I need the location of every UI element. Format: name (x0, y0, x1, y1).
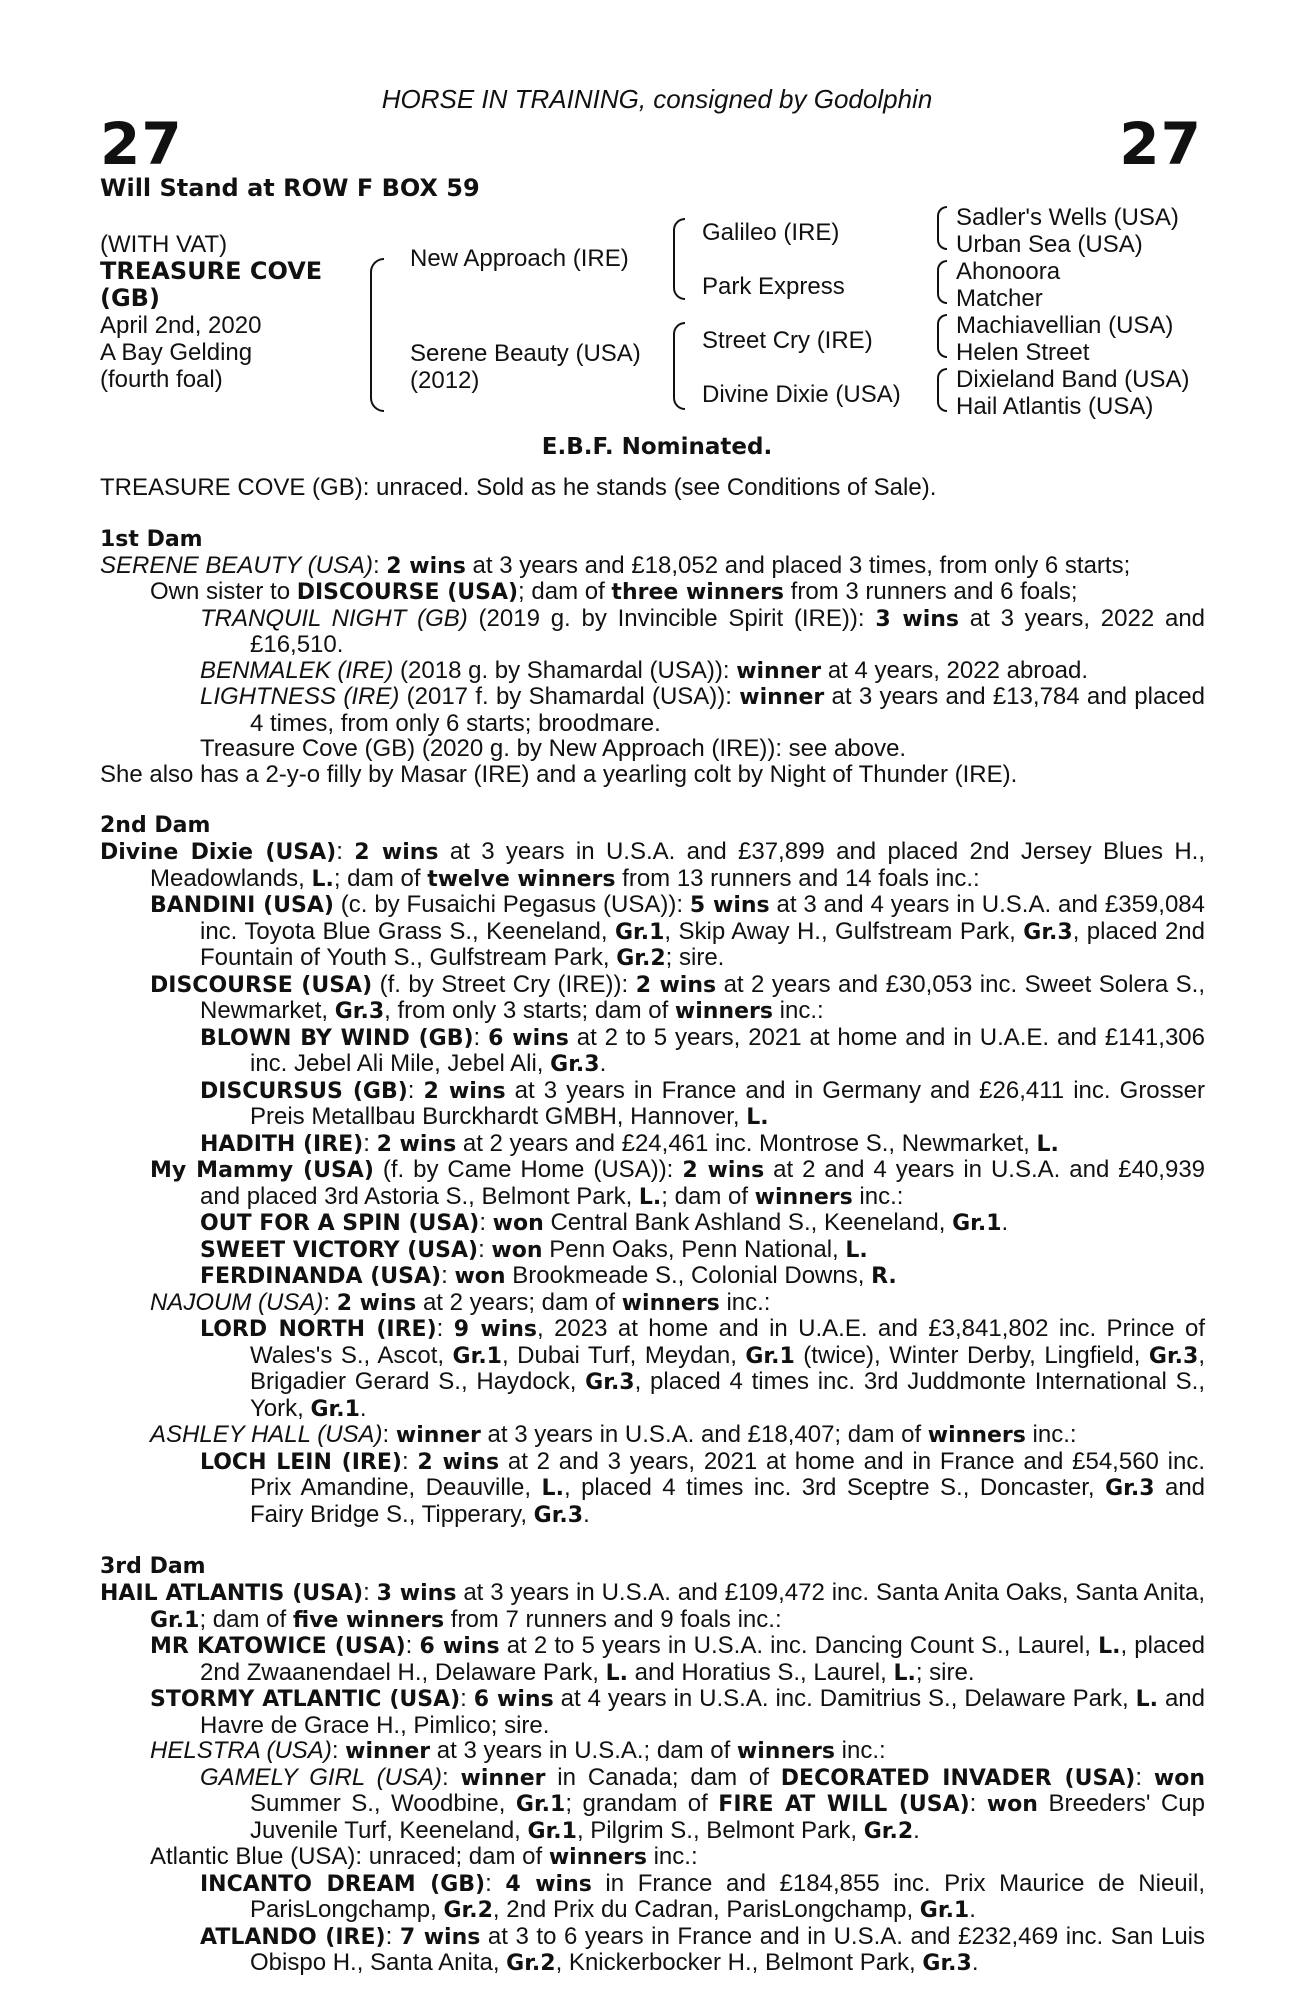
pedigree-g3: Ahonoora (956, 258, 1061, 285)
pedigree-g5: Machiavellian (USA) (956, 312, 1174, 339)
progeny-entry: HELSTRA (USA): winner at 3 years in U.S.A.; dam of winners inc.: (150, 1737, 886, 1764)
grand-progeny-entry: INCANTO DREAM (GB): 4 wins in France and £184,855 inc. Prix Maurice de Nieuil, ParisLongchamp, Gr.2, 2nd Prix du Cadran, ParisLongchamp, Gr.1. (200, 1869, 1205, 1923)
horse-description: A Bay Gelding (100, 339, 253, 366)
grand-progeny-entry: SWEET VICTORY (USA): won Penn Oaks, Penn National, L. (200, 1235, 868, 1263)
foaling-date: April 2nd, 2020 (100, 312, 262, 339)
lot-number-left: 27 (100, 110, 183, 178)
second-dam-heading: 2nd Dam (100, 813, 211, 838)
pedigree-brace (673, 218, 685, 300)
grand-progeny-entry: LOCH LEIN (IRE): 2 wins at 2 and 3 years, 2021 at home and in France and £54,560 inc. Prix Amandine, Deauville, L., placed 4 times inc. 3rd Sceptre S., Doncaster, Gr.3 and Fairy Bridge S., Tipperary, Gr.3. (200, 1447, 1206, 1528)
progeny-entry: BENMALEK (IRE) (2018 g. by Shamardal (USA)): winner at 4 years, 2022 abroad. (200, 656, 1089, 684)
intro-line: TREASURE COVE (GB): unraced. Sold as he stands (see Conditions of Sale). (100, 474, 937, 501)
catalogue-body (100, 475, 1205, 1977)
pedigree-sire-dam: Park Express (702, 273, 845, 300)
pedigree-brace (937, 260, 947, 304)
pedigree-g7: Dixieland Band (USA) (956, 366, 1190, 393)
dam-entry: HAIL ATLANTIS (USA): 3 wins at 3 years in U.S.A. and £109,472 inc. Santa Anita Oaks, Santa Anita, Gr.1; dam of five winners from 7 runners and 9 foals inc.: (100, 1579, 1206, 1633)
progeny-entry: DISCOURSE (USA) (f. by Street Cry (IRE)): 2 wins at 2 years and £30,053 inc. Sweet Solera S., Newmarket, Gr.3, from only 3 starts; dam of winners inc.: (150, 970, 1205, 1024)
stand-location: Will Stand at ROW F BOX 59 (100, 174, 480, 202)
pedigree-dam-sire: Street Cry (IRE) (702, 327, 873, 354)
lot-number-right: 27 (1119, 110, 1202, 178)
progeny-entry: LIGHTNESS (IRE) (2017 f. by Shamardal (USA)): winner at 3 years and £13,784 and placed 4 times, from only 6 starts; broodmare. (200, 683, 1205, 737)
horse-info (100, 231, 322, 393)
pedigree-g4: Matcher (956, 285, 1043, 312)
grand-progeny-entry: OUT FOR A SPIN (USA): won Central Bank Ashland S., Keeneland, Gr.1. (200, 1209, 1009, 1236)
foal-number: (fourth foal) (100, 366, 223, 393)
pedigree-sire-sire: Galileo (IRE) (702, 219, 840, 246)
pedigree-dam: Serene Beauty (USA) (410, 340, 641, 367)
progeny-entry: STORMY ATLANTIC (USA): 6 wins at 4 years in U.S.A. inc. Damitrius S., Delaware Park, L. and Havre de Grace H., Pimlico; sire. (150, 1685, 1206, 1739)
progeny-entry: ASHLEY HALL (USA): winner at 3 years in U.S.A. and £18,407; dam of winners inc.: (150, 1421, 1077, 1448)
grand-progeny-entry: BLOWN BY WIND (GB): 6 wins at 2 to 5 years, 2021 at home and in U.A.E. and £141,306 inc. Jebel Ali Mile, Jebel Ali, Gr.3. (200, 1023, 1205, 1077)
pedigree-g8: Hail Atlantis (USA) (956, 393, 1154, 420)
progeny-entry: TRANQUIL NIGHT (GB) (2019 g. by Invincible Spirit (IRE)): 3 wins at 3 years, 2022 and £16,510. (200, 604, 1206, 658)
grand-progeny-entry: DISCURSUS (GB): 2 wins at 3 years in France and in Germany and £26,411 inc. Grosser Preis Metallbau Burckhardt GMBH, Hannover, L. (200, 1076, 1205, 1130)
vat-note: (WITH VAT) (100, 231, 228, 258)
progeny-entry: NAJOUM (USA): 2 wins at 2 years; dam of winners inc.: (150, 1288, 771, 1316)
pedigree-g1: Sadler's Wells (USA) (956, 204, 1179, 231)
third-dam-heading: 3rd Dam (100, 1554, 206, 1579)
pedigree-g6: Helen Street (956, 339, 1090, 366)
pedigree-dam-dam: Divine Dixie (USA) (702, 381, 901, 408)
grand-progeny-entry: LORD NORTH (IRE): 9 wins, 2023 at home and in U.A.E. and £3,841,802 inc. Prince of Wales's S., Ascot, Gr.1, Dubai Turf, Meydan, Gr.1 (twice), Winter Derby, Lingfield, Gr.3, Brigadier Gerard S., Haydock, Gr.3, placed 4 times inc. 3rd Juddmonte International S., York, Gr.1. (200, 1315, 1205, 1422)
pedigree-brace (937, 206, 947, 250)
progeny-entry: My Mammy (USA) (f. by Came Home (USA)): 2 wins at 2 and 4 years in U.S.A. and £40,939 and placed 3rd Astoria S., Belmont Park, L.; dam of winners inc.: (150, 1156, 1206, 1210)
first-dam-heading: 1st Dam (100, 526, 203, 552)
horse-country: (GB) (100, 284, 160, 312)
ebf-nominated: E.B.F. Nominated. (541, 434, 773, 460)
progeny-entry: MR KATOWICE (USA): 6 wins at 2 to 5 years in U.S.A. inc. Dancing Count S., Laurel, L., placed 2nd Zwaanendael H., Delaware Park, L. and Horatius S., Laurel, L.; sire. (150, 1632, 1206, 1686)
grand-progeny-entry: HADITH (IRE): 2 wins at 2 years and £24,461 inc. Montrose S., Newmarket, L. (200, 1129, 1059, 1157)
pedigree-brace (370, 258, 384, 412)
grand-progeny-entry: ATLANDO (IRE): 7 wins at 3 to 6 years in France and in U.S.A. and £232,469 inc. San Luis Obispo H., Santa Anita, Gr.2, Knickerbocker H., Belmont Park, Gr.3. (200, 1922, 1206, 1976)
dam-entry: SERENE BEAUTY (USA): 2 wins at 3 years and £18,052 and placed 3 times, from only 6 starts; (100, 551, 1131, 579)
progeny-note: She also has a 2-y-o filly by Masar (IRE) and a yearling colt by Night of Thunder (IRE). (100, 760, 1018, 788)
dam-entry: Own sister to DISCOURSE (USA); dam of three winners from 3 runners and 6 foals; (150, 578, 1078, 605)
progeny-entry: Atlantic Blue (USA): unraced; dam of winners inc.: (150, 1843, 698, 1870)
pedigree-brace (673, 322, 685, 410)
progeny-entry: Treasure Cove (GB) (2020 g. by New Approach (IRE)): see above. (200, 735, 907, 762)
grand-progeny-entry: GAMELY GIRL (USA): winner in Canada; dam of DECORATED INVADER (USA): won Summer S., Woodbine, Gr.1; grandam of FIRE AT WILL (USA): won Breeders' Cup Juvenile Turf, Keeneland, Gr.1, Pilgrim S., Belmont Park, Gr.2. (200, 1763, 1205, 1844)
pedigree-brace (937, 368, 947, 412)
progeny-entry: BANDINI (USA) (c. by Fusaichi Pegasus (USA)): 5 wins at 3 and 4 years in U.S.A. and £359,084 inc. Toyota Blue Grass S., Keeneland, Gr.1, Skip Away H., Gulfstream Park, Gr.3, placed 2nd Fountain of Youth S., Gulfstream Park, Gr.2; sire. (150, 891, 1205, 971)
pedigree-sire: New Approach (IRE) (410, 245, 629, 272)
pedigree-dam-year: (2012) (410, 367, 480, 394)
horse-name: TREASURE COVE (100, 257, 323, 285)
pedigree-g2: Urban Sea (USA) (956, 231, 1143, 258)
pedigree-brace (937, 314, 947, 358)
grand-progeny-entry: FERDINANDA (USA): won Brookmeade S., Colonial Downs, R. (200, 1262, 897, 1289)
consignment-title: HORSE IN TRAINING, consigned by Godolphin (381, 84, 933, 114)
dam-entry: Divine Dixie (USA): 2 wins at 3 years in U.S.A. and £37,899 and placed 2nd Jersey Blues H., Meadowlands, L.; dam of twelve winners from 13 runners and 14 foals inc.: (100, 838, 1205, 892)
